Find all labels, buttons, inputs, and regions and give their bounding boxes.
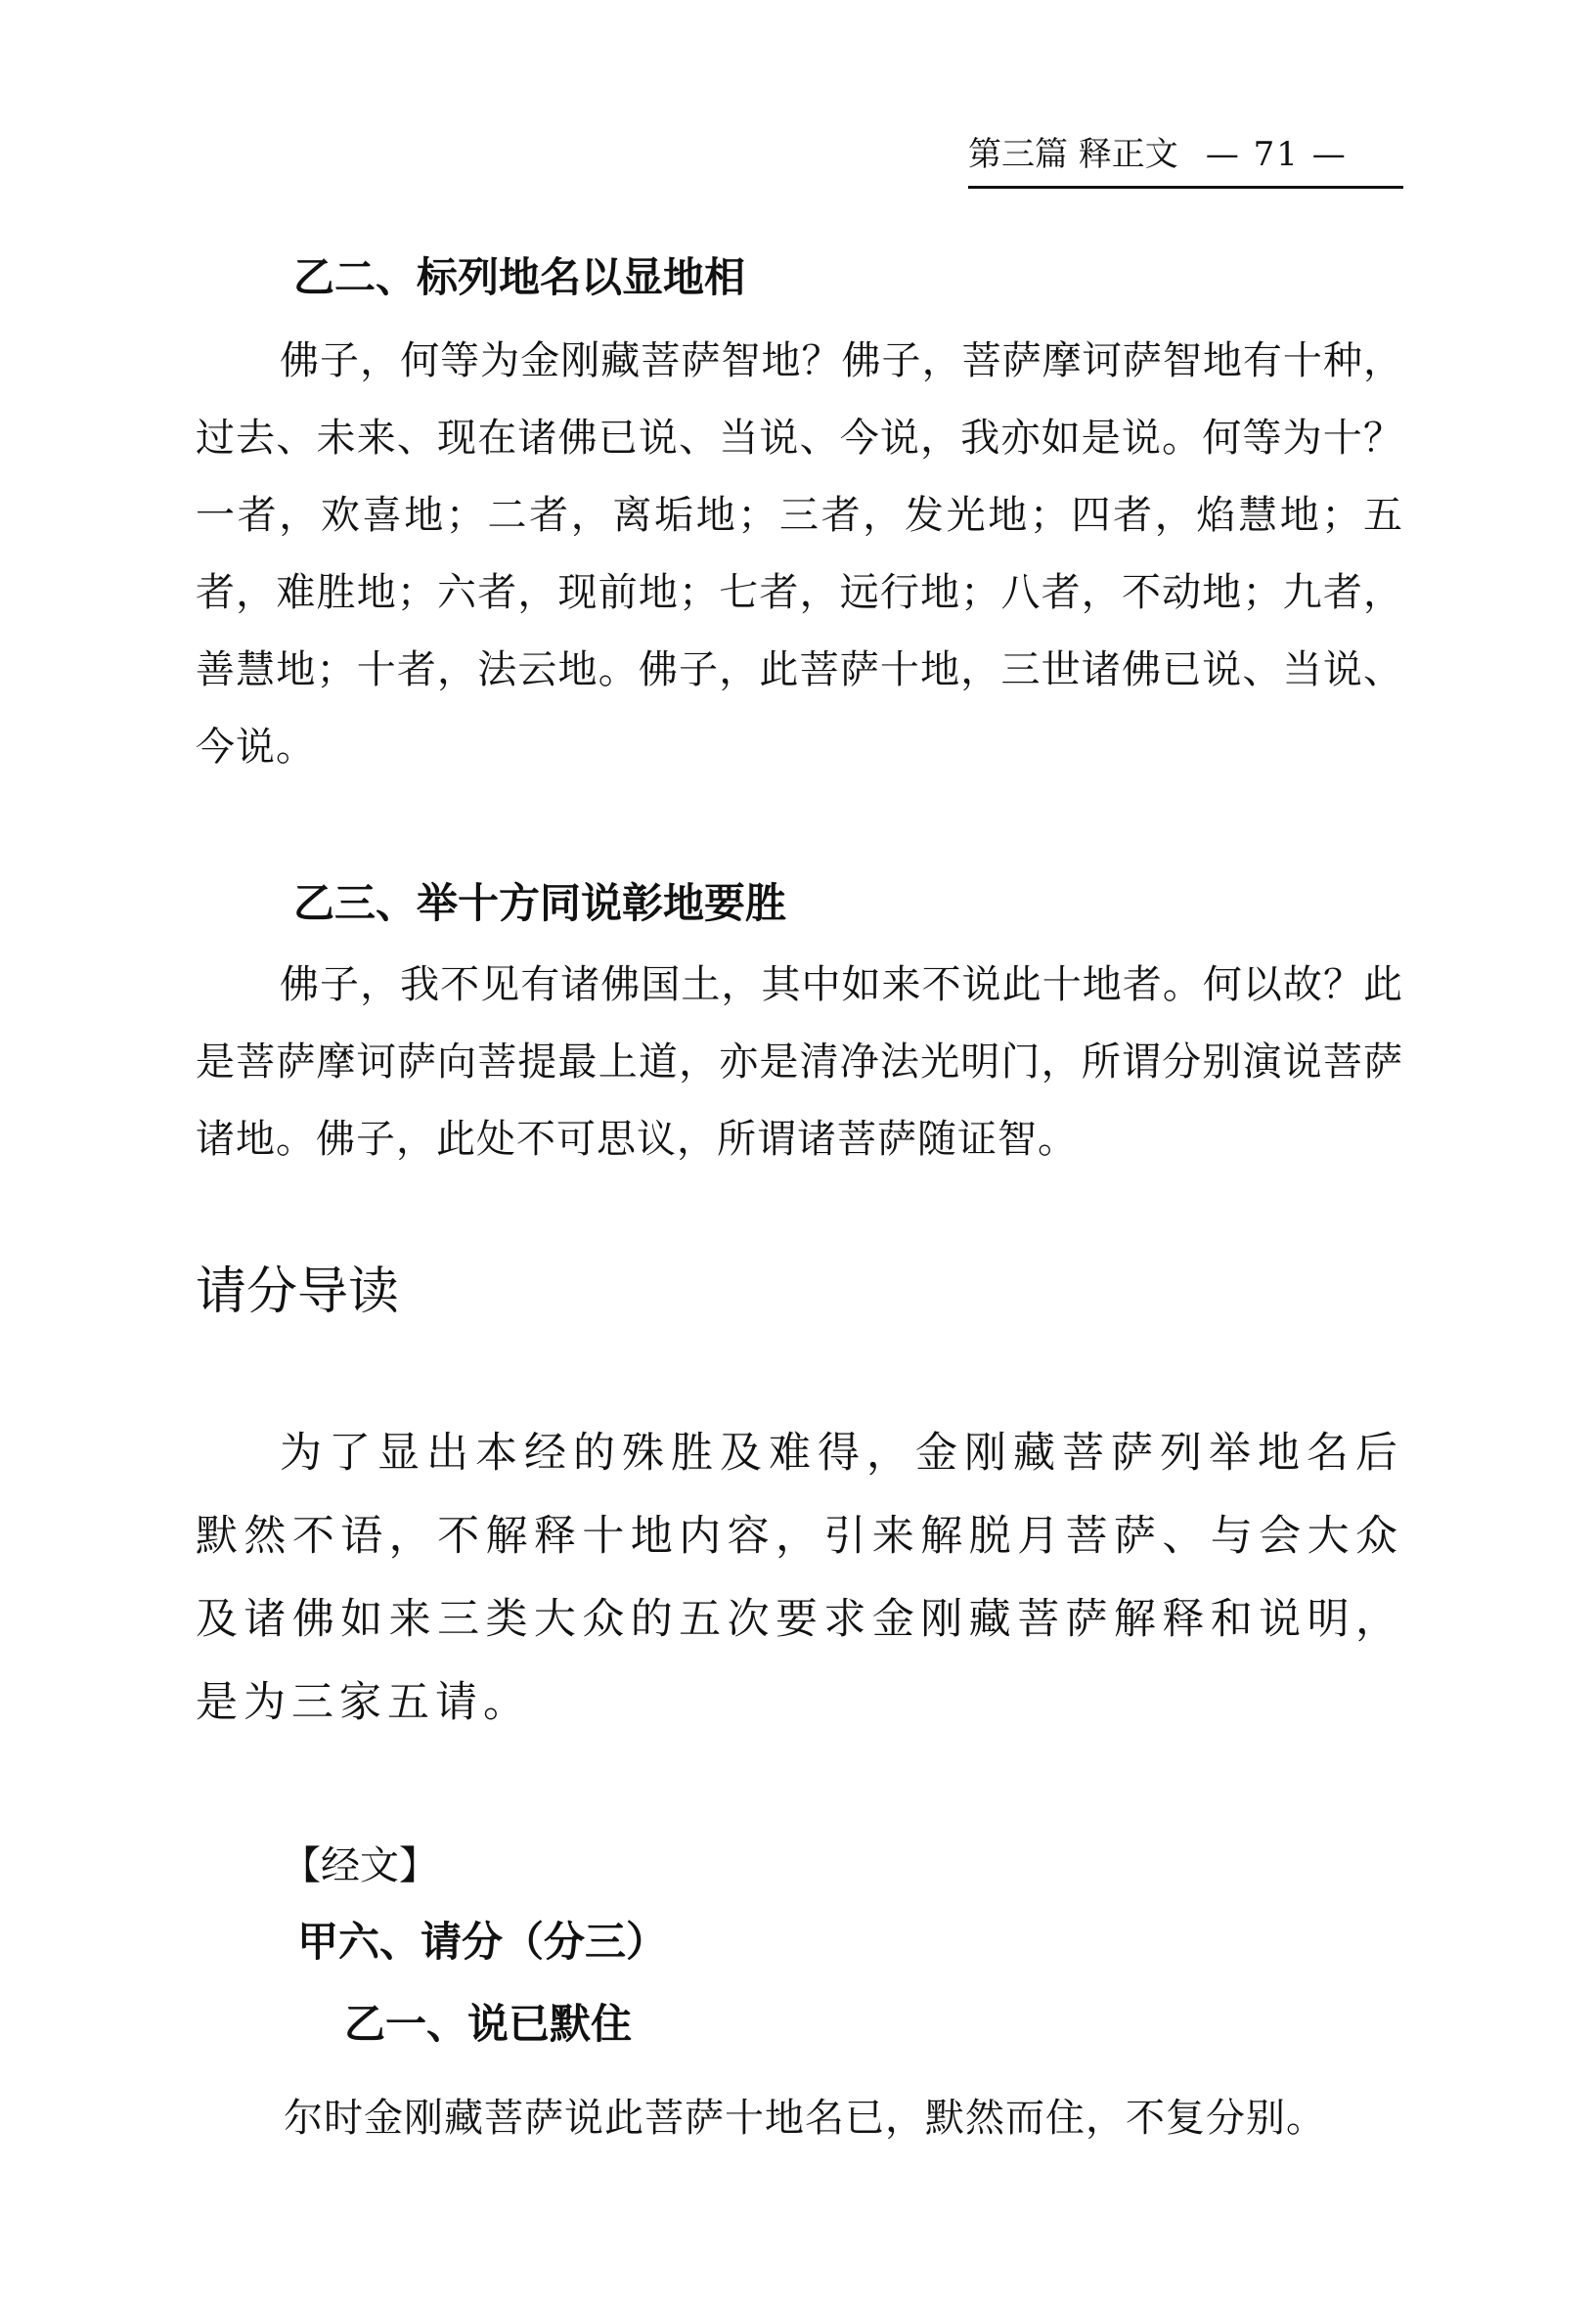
sutra-paragraph-silence: 尔时金刚藏菩萨说此菩萨十地名已，默然而住，不复分别。: [284, 2096, 1326, 2141]
sutra-paragraph-ten-grounds: 佛子，何等为金刚藏菩萨智地？佛子，菩萨摩诃萨智地有十种，过去、未来、现在诸佛已说、当说、今说，我亦如是说。何等为十？一者，欢喜地；二者，离垢地；三者，发光地；四者，焰慧地；五者，难胜地；六者，现前地；七者，远行地；八者，不动地；九者，善慧地；十者，法云地。佛子，此菩萨十地，三世诸佛已说、当说、今说。: [196, 338, 1403, 770]
sutra-label: 【经文】: [282, 1843, 438, 1888]
running-header: [968, 129, 1403, 189]
page-number: — 71 —: [1205, 135, 1348, 174]
guide-paragraph: 为了显出本经的殊胜及难得，金刚藏菩萨列举地名后默然不语，不解释十地内容，引来解脱月菩萨、与会大众及诸佛如来三类大众的五次要求金刚藏菩萨解释和说明，是为三家五请。: [196, 1429, 1403, 1727]
section-heading-jia6: 甲六、请分（分三）: [297, 1918, 668, 1966]
section-heading-yi1: 乙一、说已默住: [344, 2000, 633, 2048]
section-heading-yi3: 乙三、举十方同说彰地要胜: [293, 879, 787, 927]
sutra-paragraph-ten-directions: 佛子，我不见有诸佛国土，其中如来不说此十地者。何以故？此是菩萨摩诃萨向菩提最上道，亦是清净法光明门，所谓分别演说菩萨诸地。佛子，此处不可思议，所谓诸菩萨随证智。: [196, 962, 1403, 1162]
chapter-title: 第三篇 释正文: [968, 135, 1178, 174]
guide-title: 请分导读: [196, 1262, 400, 1321]
section-heading-yi2: 乙二、标列地名以显地相: [293, 253, 746, 301]
